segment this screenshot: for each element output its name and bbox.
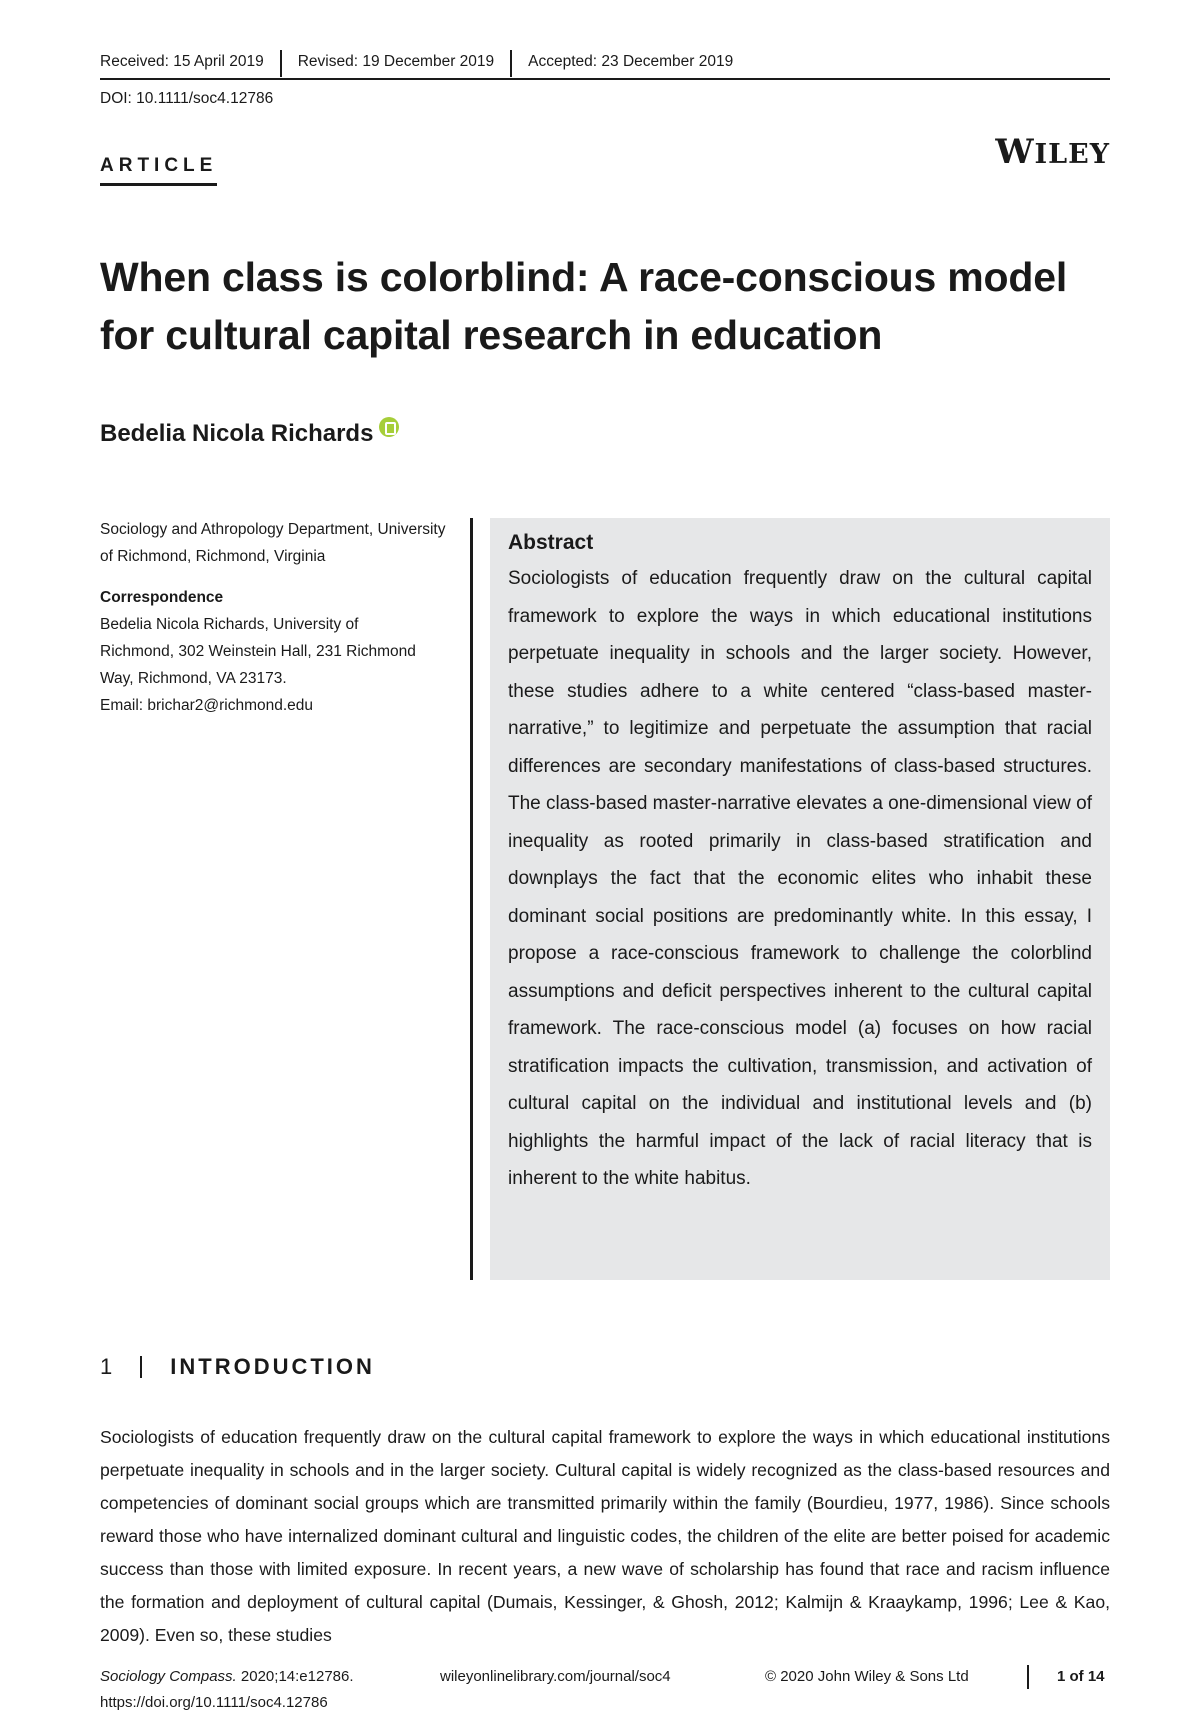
divider (140, 1356, 142, 1378)
correspondence-line: Bedelia Nicola Richards, University of (100, 616, 359, 633)
abstract-heading: Abstract (508, 531, 594, 554)
received-date: Received: 15 April 2019 (100, 53, 264, 70)
article-type-label: ARTICLE (100, 155, 217, 186)
page-footer (100, 1664, 1110, 1716)
wiley-logo (995, 132, 1110, 172)
orcid-icon[interactable] (379, 417, 399, 437)
journal-name: Sociology Compass. (100, 1668, 237, 1685)
section-title: INTRODUCTION (170, 1354, 375, 1379)
paper-title: When class is colorblind: A race-conscious model for cultural capital research in education (100, 254, 1068, 358)
divider (280, 50, 282, 77)
section-body-text: Sociologists of education frequently draw on the cultural capital framework to explore the ways in which educational institutions perpetuate inequality in schools and in the larger society. Cultural capital is widely recognized as the class-based resources and competencies of dominant social groups which are transmitted primarily within the family (Bourdieu, 1977, 1986). Since schools reward those who have internalized dominant cultural and linguistic codes, the children of the elite are better poised for academic success than those with limited exposure. In recent years, a new wave of scholarship has found that race and racism influence the formation and deployment of cultural capital (Dumais, Kessinger, & Ghosh, 2012; Kalmijn & Kraaykamp, 1996; Lee & Kao, 2009). Even so, these studies (100, 1427, 1110, 1645)
correspondence-heading: Correspondence (100, 589, 224, 606)
abstract-box (490, 518, 1110, 1280)
journal-url[interactable]: wileyonlinelibrary.com/journal/soc4 (440, 1668, 671, 1685)
abstract-rule (470, 518, 473, 1280)
revised-date: Revised: 19 December 2019 (297, 53, 495, 70)
author-name[interactable]: Bedelia Nicola Richards (100, 420, 374, 447)
divider (1027, 1665, 1029, 1689)
affiliation: Sociology and Athropology Department, University of Richmond, Richmond, Virginia (100, 521, 446, 565)
divider (510, 50, 512, 77)
correspondence-line: Richmond, 302 Weinstein Hall, 231 Richmond (100, 643, 416, 660)
article-dates (100, 50, 1110, 80)
author (100, 420, 399, 448)
copyright: © 2020 John Wiley & Sons Ltd (765, 1668, 969, 1685)
footer-citation (100, 1664, 440, 1690)
citation-details: 2020;14:e12786. (236, 1668, 354, 1685)
affiliation-column (100, 516, 460, 719)
section-number: 1 (100, 1354, 113, 1379)
doi-url[interactable]: https://doi.org/10.1111/soc4.12786 (100, 1694, 328, 1711)
logo-rest: ILEY (1034, 139, 1110, 170)
logo-initial: W (995, 132, 1035, 172)
page-number: 1 of 14 (1057, 1668, 1105, 1685)
correspondence-line: Way, Richmond, VA 23173. (100, 670, 287, 687)
accepted-date: Accepted: 23 December 2019 (528, 53, 734, 70)
correspondence-email[interactable]: Email: brichar2@richmond.edu (100, 697, 314, 714)
section-heading (100, 1354, 375, 1380)
abstract-text: Sociologists of education frequently draw on the cultural capital framework to explore the ways in which educational institutions perpetuate inequality in schools and the larger society. However, these studies adhere to a white centered “class-based master-narrative,” to legitimize and perpetuate the assumption that racial differences are secondary manifestations of class-based structures. The class-based master-narrative elevates a one-dimensional view of inequality as rooted primarily in class-based stratification and downplays the fact that the economic elites who inhabit these dominant social positions are predominantly white. In this essay, I propose a race-conscious framework to challenge the colorblind assumptions and deficit perspectives inherent to the cultural capital framework. The race-conscious model (a) focuses on how racial stratification impacts the cultivation, transmission, and activation of cultural capital on the individual and institutional levels and (b) highlights the harmful impact of the lack of racial literacy that is inherent to the white habitus. (508, 568, 1092, 1189)
doi: DOI: 10.1111/soc4.12786 (100, 90, 274, 107)
